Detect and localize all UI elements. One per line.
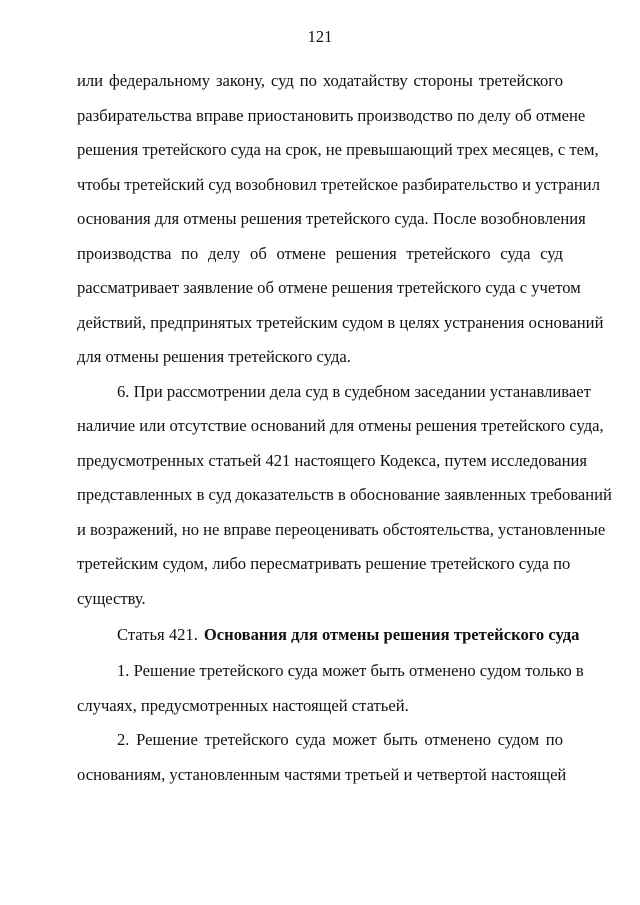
text-line: 2. Решение третейского суда может быть отменено судом по: [117, 730, 563, 749]
text-line: производства по делу об отмене решения третейского суда суд: [77, 243, 563, 263]
text-line: разбирательства вправе приостановить производство по делу об отмене: [77, 105, 586, 125]
text-line: случаях, предусмотренных настоящей статьей.: [77, 695, 409, 715]
text-line: рассматривает заявление об отмене решения третейского суда с учетом: [77, 278, 581, 297]
text-line: или федеральному закону, суд по ходатайству стороны третейского: [77, 71, 563, 90]
article-title: Основания для отмены решения третейского суда: [203, 625, 580, 644]
text-line: представленных в суд доказательств в обоснование заявленных требований: [77, 485, 612, 504]
paragraph-continuation: [77, 64, 604, 375]
text-line: и возражений, но не вправе переоценивать обстоятельства, установленные: [77, 519, 606, 539]
page-number: 121: [307, 27, 333, 46]
text-line: 6. При рассмотрении дела суд в судебном заседании устанавливает: [117, 381, 591, 401]
text-line: существу.: [77, 588, 146, 608]
article-heading: [77, 616, 580, 654]
paragraph-article-item-2: [77, 723, 567, 792]
text-line: для отмены решения третейского суда.: [77, 347, 351, 366]
text-line: основаниям, установленным частями третьей и четвертой настоящей: [77, 764, 567, 784]
text-line: основания для отмены решения третейского суда. После возобновления: [77, 209, 586, 228]
article-label: Статья 421.: [117, 625, 198, 644]
text-line: третейским судом, либо пересматривать решение третейского суда по: [77, 554, 571, 573]
text-line: решения третейского суда на срок, не превышающий трех месяцев, с тем,: [77, 140, 599, 159]
text-line: чтобы третейский суд возобновил третейское разбирательство и устранил: [77, 174, 600, 194]
document-body: [77, 64, 612, 792]
text-line: наличие или отсутствие оснований для отмены решения третейского суда,: [77, 416, 604, 435]
text-line: предусмотренных статьей 421 настоящего Кодекса, путем исследования: [77, 450, 588, 470]
paragraph-item-6: [77, 375, 612, 617]
paragraph-article-item-1: [77, 654, 584, 723]
text-line: 1. Решение третейского суда может быть отменено судом только в: [117, 661, 584, 680]
text-line: действий, предпринятых третейским судом в целях устранения оснований: [77, 312, 604, 332]
